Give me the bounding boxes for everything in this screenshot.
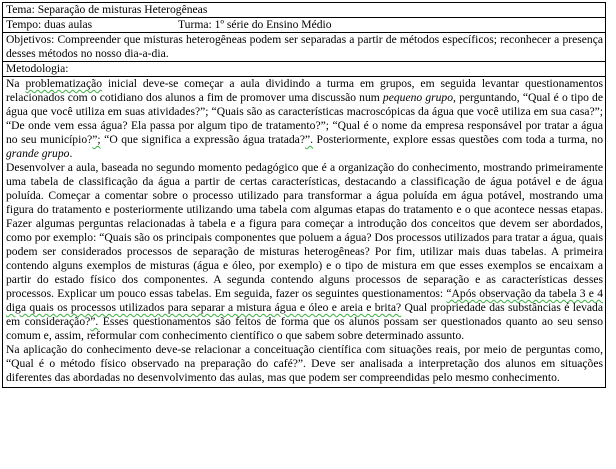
methodology-body	[3, 77, 605, 387]
paragraph-application: Na aplicação do conhecimento deve-se relacionar a conceituação científica com situações reais, por meio de perguntas como, “Qual é o método físico observado na preparação do café?”. Deve ser analisada a interpretação dos alunos em situações diferentes das abordadas no desenvolvimento das aulas, mas que podem ser compreendidas pelo mesmo conhecimento.	[6, 343, 603, 384]
p2-underlined-quote: ”.	[90, 315, 99, 328]
p1-underlined-quote: ”;	[92, 133, 101, 146]
time-class-row	[3, 18, 605, 33]
p2-text-c: Qual propriedade das substâncias é levada em consideração?	[6, 301, 603, 328]
p1-text-k: .	[69, 147, 73, 160]
paragraph-organization	[6, 161, 603, 343]
p1-text-a: Na	[6, 77, 26, 90]
p2-text-a: Desenvolver a aula, baseada no segundo momento pedagógico que é a organização do conhecimento, mostrando primeiramente uma tabela de classificação da água a partir de certas características, destacando a classificação de água potável e de água poluída. Começar a comentar sobre o processo utilizado para transformar a água poluída em água potável, mostrando uma figura do tratamento e posteriormente utilizando uma tabela com algumas etapas do tratamento e o que acontece nessas etapas. Fazer algumas perguntas relacionadas à tabela e a figura para começar a introdução dos conceitos que devem ser abordados, como por exemplo: “Quais são os principais componentes que poluem a água? Dos processos utilizados para tratar a água, quais podem ser considerados processos de separação de misturas heterogêneas? Por fim, utilizar mais duas tabelas. A primeira contendo alguns exemplos de misturas (água e óleo, por exemplo) e o tipo de mistura em que esses exemplos se encaixam a partir do estado físico dos componentes. A segunda contendo alguns processos de separação e as características desses processos. Explicar um pouco essas tabelas. Em seguida, fazer os seguintes questionamentos:	[6, 161, 603, 300]
objectives-row	[3, 33, 605, 62]
lesson-plan-table	[2, 2, 606, 388]
p1-text-c: inicial deve-se começar a aula dividindo a turma em grupos, em seguida levantar questionamentos relacionados com o cotidiano dos alunos a fim de promover uma discussão num	[6, 77, 603, 104]
paragraph-problematization	[6, 77, 603, 161]
theme-row	[3, 3, 605, 18]
p1-underlined-term: problematização	[25, 77, 103, 90]
p1-text-g: “O que significa a expressão água tratada?	[100, 133, 305, 146]
p1-underlined-quote-2: ”.	[304, 133, 314, 146]
p1-italic-small-group: pequeno grupo	[382, 91, 454, 104]
p2-underlined-question: “Após observação da tabela 3 e 4 diga quais os processos utilizados para separar a mistura água e óleo e areia e brita?	[6, 287, 603, 314]
methodology-label-row	[3, 62, 605, 77]
methodology-label: Metodologia:	[6, 62, 69, 75]
p1-text-i: Posteriormente, explore essas questões com toda a turma, no	[313, 133, 604, 146]
p1-text-e: , perguntando, “Qual é o tipo de água que você utiliza em suas atividades?”; “Quais são as características macroscópicas da água que você utiliza em sua casa?”; “De onde vem essa água? Ela passa por algum tipo de tratamento?”; “Qual é o nome da empresa responsável por tratar a água no seu município?	[6, 91, 603, 146]
p2-text-e: Esses questionamentos são feitos de forma que os alunos possam ser questionados quanto ao seu senso comum e, assim, reformular com conhecimento científico o que sabem sobre determinado assunto.	[6, 315, 603, 342]
time-text: Tempo: duas aulas	[6, 18, 93, 31]
objectives-text: Objetivos: Compreender que misturas heterogêneas podem ser separadas a partir de métodos específicos; reconhecer a presença desses métodos no nosso dia-a-dia.	[6, 33, 603, 60]
theme-text: Tema: Separação de misturas Heterogêneas	[6, 3, 208, 16]
class-text: Turma: 1º série do Ensino Médio	[178, 18, 332, 31]
p1-italic-large-group: grande grupo	[6, 147, 70, 160]
